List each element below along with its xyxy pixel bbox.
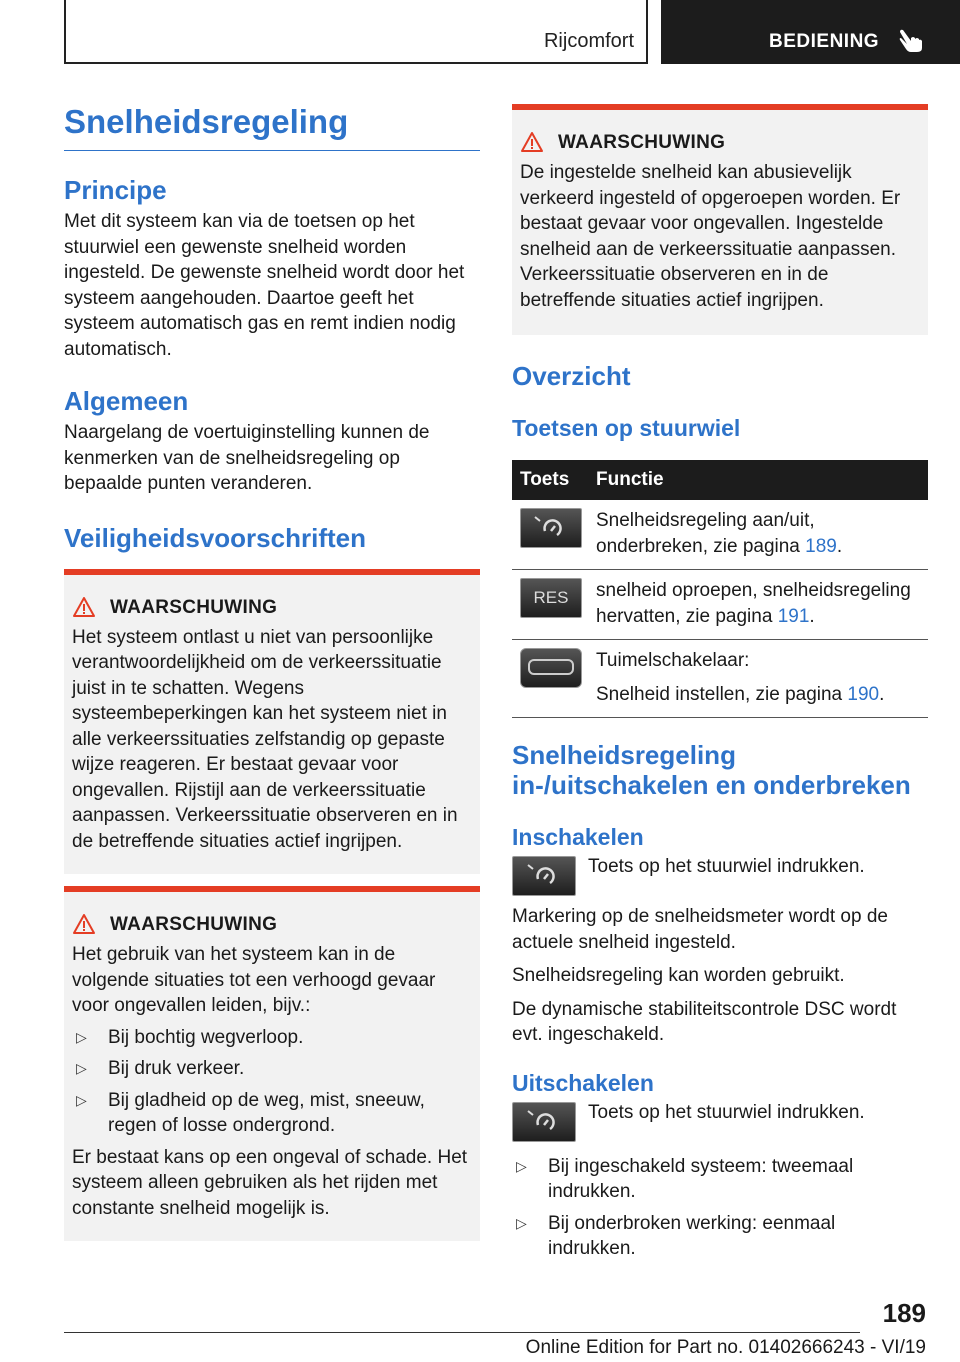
principe-text: Met dit systeem kan via de toetsen op het stuurwiel een gewenste snelheid worden ingesteld. De gewenste snelheid wordt door het systeem aangehouden. Daartoe geeft het systeem automatisch gas en remt indien nodig automatisch. xyxy=(64,211,465,360)
left-column xyxy=(64,100,480,1241)
page-link[interactable]: 189 xyxy=(805,535,837,557)
warning-triangle-icon xyxy=(72,913,96,935)
header-section-title: Rijcomfort xyxy=(543,30,634,52)
table-row: Tuimelschakelaar: Snelheid instellen, zie pagina 190. xyxy=(512,640,928,718)
inschakelen-key-text: Toets op het stuurwiel indrukken. xyxy=(588,856,865,877)
pointing-hand-icon xyxy=(897,26,925,54)
warning-text: Het systeem ontlast u niet van persoonlijke verantwoordelijkheid om de verkeerssituatie juist in te schatten. Wegens systeembeperkingen kan het systeem niet in alle verkeerssituaties zelfstandig op gepaste wijze reageren. Er bestaat gevaar voor ongevallen. Rijstijl aan de verkeerssituatie aanpassen. Verkeerssituatie observeren en in de betreffende situaties actief ingrijpen. xyxy=(72,626,458,852)
uitschakelen-heading: Uitschakelen xyxy=(512,1069,654,1096)
inschakelen-p1: Markering op de snelheidsmeter wordt op de actuele snelheid ingesteld. xyxy=(512,906,888,953)
page-number: 189 xyxy=(882,1298,926,1328)
right-column xyxy=(512,100,928,1268)
res-key-icon: RES xyxy=(520,578,582,618)
warning-title: WAARSCHUWING xyxy=(558,132,726,153)
list-item: ▷ Bij druk verkeer. xyxy=(72,1056,472,1082)
page-link[interactable]: 190 xyxy=(847,683,880,705)
principe-heading: Principe xyxy=(64,175,167,205)
warning-box-3 xyxy=(512,104,928,335)
warning-outro: Er bestaat kans op een ongeval of schade. Het systeem alleen gebruiken als het rijden met constante snelheid mogelijk is. xyxy=(72,1146,468,1219)
cruise-control-key-icon xyxy=(512,1102,576,1142)
footer-divider xyxy=(64,1332,860,1333)
algemeen-text: Naargelang de voertuiginstelling kunnen de kenmerken van de snelheidsregeling op bepaalde punten veranderen. xyxy=(64,422,430,494)
warning-box-1 xyxy=(64,569,480,875)
table-row: Snelheidsregeling aan/uit, onderbreken, zie pagina 189. xyxy=(512,500,928,570)
list-item: ▷ Bij bochtig wegverloop. xyxy=(72,1025,472,1051)
keys-table xyxy=(512,460,928,718)
row-text: Snelheid instellen, zie pagina xyxy=(596,683,848,705)
veiligheid-heading: Veiligheidsvoorschriften xyxy=(64,522,366,553)
header-chapter-box xyxy=(661,0,960,64)
warning-intro: Het gebruik van het systeem kan in de volgende situaties tot een verhoogd gevaar voor ongevallen leiden, bijv.: xyxy=(72,944,436,1016)
inschakelen-p3: De dynamische stabiliteitscontrole DSC wordt evt. ingeschakeld. xyxy=(512,998,897,1045)
column-header-functie: Functie xyxy=(588,460,928,500)
warning-title: WAARSCHUWING xyxy=(110,596,278,618)
warning-text: De ingestelde snelheid kan abusievelijk verkeerd ingesteld of opgeroepen worden. Er bestaat gevaar voor ongevallen. Ingestelde snelheid aan de verkeerssituatie aanpassen. Verkeerssituatie observeren en in de betreffende situaties actief ingrijpen. xyxy=(520,162,901,311)
warning-title: WAARSCHUWING xyxy=(110,914,278,935)
list-item: ▷ Bij gladheid op de weg, mist, sneeuw, regen of losse ondergrond. xyxy=(72,1088,472,1139)
toetsen-heading: Toetsen op stuurwiel xyxy=(512,415,741,441)
column-header-toets: Toets xyxy=(512,460,588,500)
warning-box-2 xyxy=(64,886,480,1241)
list-item: ▷ Bij ingeschakeld systeem: tweemaal indrukken. xyxy=(512,1154,928,1205)
algemeen-heading: Algemeen xyxy=(64,386,189,416)
uitschakelen-list xyxy=(512,1154,928,1262)
footer-edition: Online Edition for Part no. 01402666243 - VI/19 xyxy=(525,1337,926,1358)
warning-triangle-icon xyxy=(520,131,544,153)
page-title: Snelheidsregeling xyxy=(64,100,480,151)
header-section-box xyxy=(64,0,648,64)
page-link[interactable]: 191 xyxy=(777,605,810,627)
warning-list xyxy=(72,1025,472,1139)
cruise-control-key-icon xyxy=(512,856,576,896)
row-text: Tuimelschakelaar: xyxy=(596,650,750,671)
rocker-switch-icon xyxy=(520,648,582,688)
cruise-control-key-icon xyxy=(520,508,582,548)
inuit-heading: Snelheidsregeling in-/uitschakelen en onderbreken xyxy=(512,740,911,800)
overzicht-heading: Overzicht xyxy=(512,361,631,391)
row-text: Snelheidsregeling aan/uit, onderbreken, zie pagina xyxy=(596,510,815,557)
uitschakelen-key-text: Toets op het stuurwiel indrukken. xyxy=(588,1101,865,1123)
list-item: ▷ Bij onderbroken werking: eenmaal indrukken. xyxy=(512,1211,928,1262)
inschakelen-p2: Snelheidsregeling kan worden gebruikt. xyxy=(512,965,845,986)
warning-triangle-icon xyxy=(72,596,96,618)
table-row: RES snelheid oproepen, snelheidsregeling hervatten, zie pagina 191. xyxy=(512,570,928,640)
row-text: snelheid oproepen, snelheidsregeling hervatten, zie pagina xyxy=(596,580,911,627)
inschakelen-heading: Inschakelen xyxy=(512,824,644,850)
header-chapter-title: BEDIENING xyxy=(769,31,880,52)
